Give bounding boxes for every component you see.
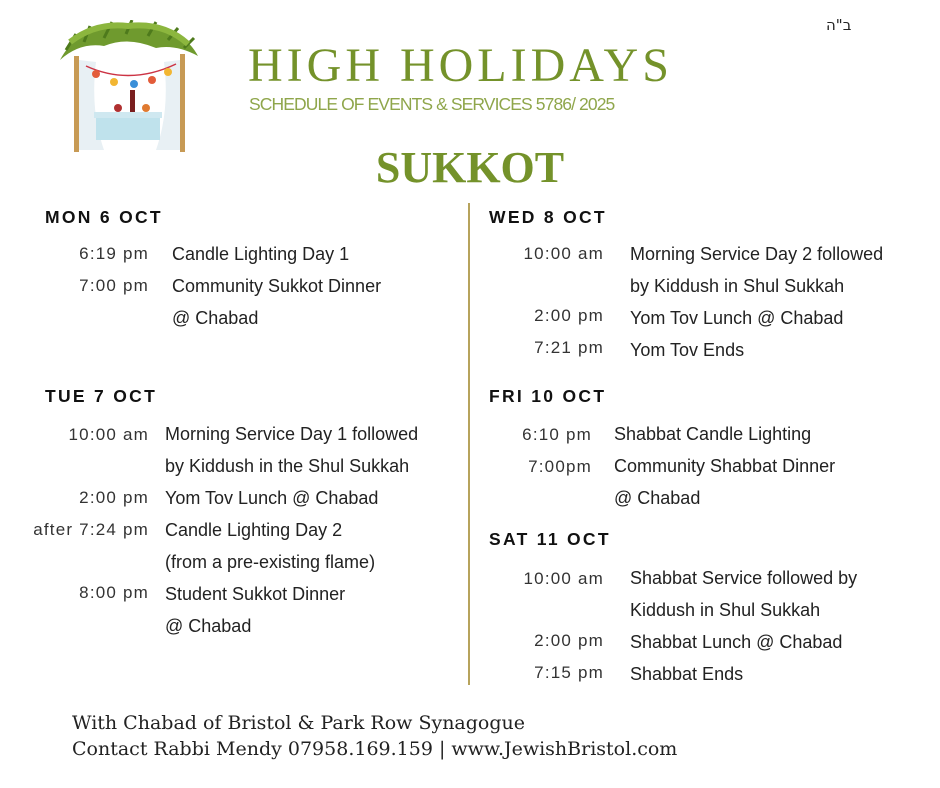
event-description: Shabbat Ends — [630, 664, 744, 684]
event-description: Yom Tov Ends — [630, 340, 745, 360]
event-time: 7:21 pm — [534, 338, 604, 357]
footer-contact-line: Contact Rabbi Mendy 07958.169.159 | www.JewishBristol.com — [72, 738, 678, 760]
event-time: 10:00 am — [523, 244, 604, 263]
day-heading: FRI 10 OCT — [489, 386, 607, 406]
event-time: 2:00 pm — [534, 631, 604, 650]
event-description: Yom Tov Lunch @ Chabad — [165, 488, 379, 508]
event-description: Shabbat Service followed by Kiddush in Shul Sukkah — [630, 568, 858, 620]
sukkah-illustration-icon — [56, 20, 200, 154]
day-heading: WED 8 OCT — [489, 207, 607, 227]
day-heading: TUE 7 OCT — [45, 386, 158, 406]
event-description: Yom Tov Lunch @ Chabad — [630, 308, 844, 328]
event-time: 6:10 pm — [522, 425, 592, 444]
festival-heading: SUKKOT — [375, 143, 565, 192]
event-time: 7:00pm — [528, 457, 592, 476]
blessing-mark: ב"ה — [826, 16, 852, 34]
event-description: Student Sukkot Dinner @ Chabad — [165, 584, 346, 636]
footer-contact — [72, 710, 677, 762]
event-description: Morning Service Day 2 followed by Kiddush in Shul Sukkah — [630, 244, 884, 296]
event-time: 7:00 pm — [79, 276, 149, 295]
page-title: HIGH HOLIDAYS — [248, 39, 673, 92]
event-time: 2:00 pm — [534, 306, 604, 325]
column-divider — [468, 203, 470, 685]
event-description: Shabbat Lunch @ Chabad — [630, 632, 843, 652]
event-description: Community Sukkot Dinner @ Chabad — [172, 276, 382, 328]
event-description: Candle Lighting Day 1 — [172, 244, 350, 264]
event-description: Candle Lighting Day 2 (from a pre-existing flame) — [165, 520, 376, 572]
event-time: 6:19 pm — [79, 244, 149, 263]
event-description: Shabbat Candle Lighting — [614, 424, 812, 444]
event-time: 8:00 pm — [79, 583, 149, 602]
day-heading: SAT 11 OCT — [489, 529, 611, 549]
event-time: 10:00 am — [68, 425, 149, 444]
event-description: Morning Service Day 1 followed by Kiddush in the Shul Sukkah — [165, 424, 419, 476]
footer-organisers: With Chabad of Bristol & Park Row Synagogue — [72, 712, 526, 734]
event-time: after 7:24 pm — [33, 520, 149, 539]
event-time: 2:00 pm — [79, 488, 149, 507]
event-description: Community Shabbat Dinner @ Chabad — [614, 456, 836, 508]
day-heading: MON 6 OCT — [45, 207, 163, 227]
event-time: 10:00 am — [523, 569, 604, 588]
event-time: 7:15 pm — [534, 663, 604, 682]
page-subtitle: SCHEDULE OF EVENTS & SERVICES 5786/ 2025 — [249, 94, 615, 114]
